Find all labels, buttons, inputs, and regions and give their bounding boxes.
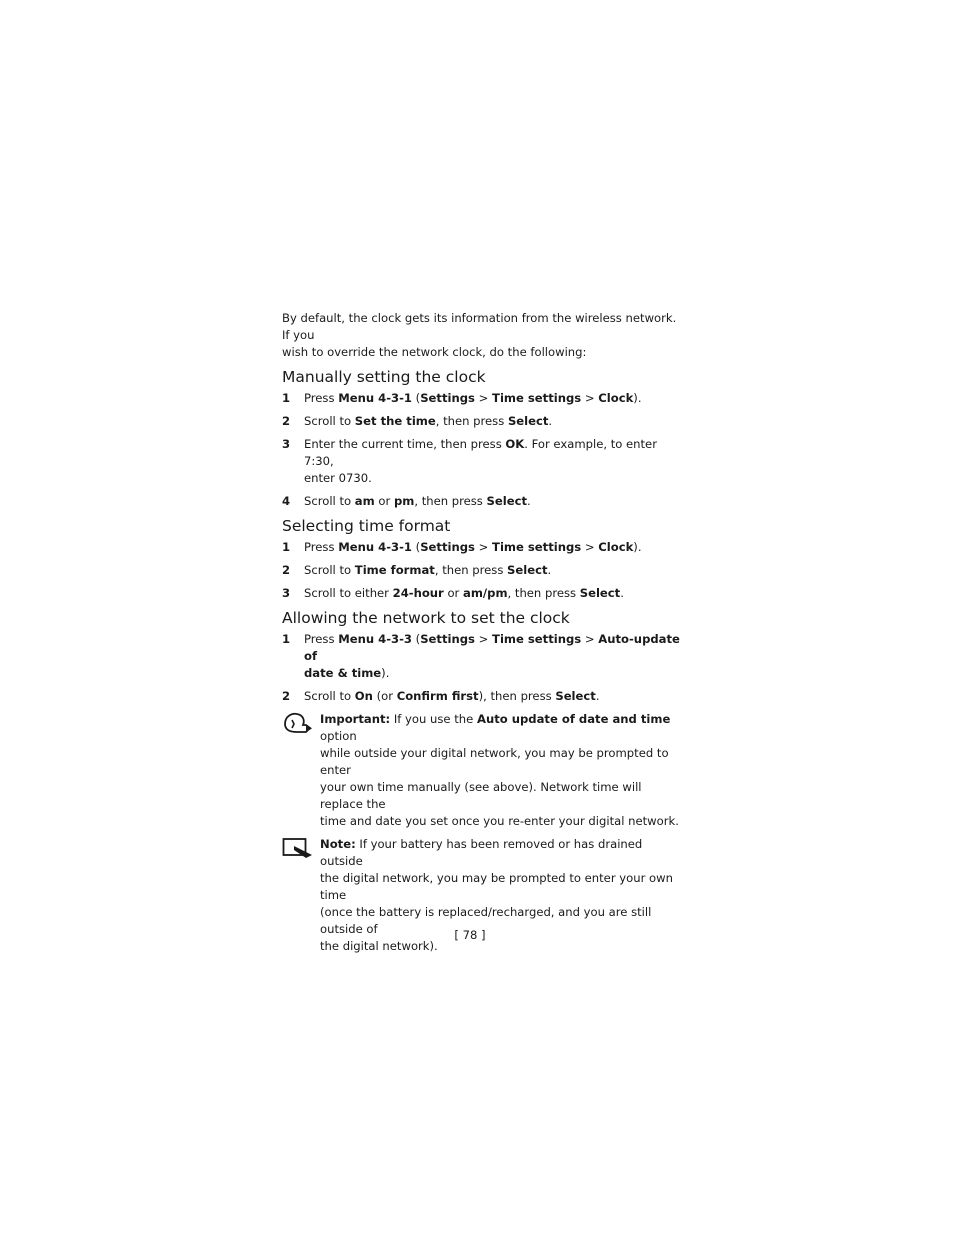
note-pencil-icon — [282, 836, 314, 862]
page-content — [282, 310, 682, 961]
step-3: 3 Enter the current time, then press OK. For example, to enter 7:30, enter 0730. — [282, 437, 657, 485]
step-3: 3 Scroll to either 24-hour or am/pm, then press Select. — [282, 586, 624, 600]
step-2: 2 Scroll to On (or Confirm first), then press Select. — [282, 689, 600, 703]
step-2: 2 Scroll to Set the time, then press Select. — [282, 414, 553, 428]
section-heading-time-format: Selecting time format — [282, 517, 451, 535]
important-callout: Important: If you use the Auto update of date and time option while outside your digital network, you may be prompted to enter your own time manually (see above). Network time will replace the time and date you set once you re-enter your digital network. — [282, 711, 682, 830]
section-heading-network-clock: Allowing the network to set the clock — [282, 609, 570, 627]
step-1: 1 Press Menu 4-3-1 (Settings > Time settings > Clock). — [282, 391, 642, 405]
step-1: 1 Press Menu 4-3-1 (Settings > Time settings > Clock). — [282, 540, 642, 554]
note-callout: Note: If your battery has been removed or has drained outside the digital network, you may be prompted to enter your own time (once the battery is replaced/recharged, and you are still outside of the digital network). — [282, 836, 682, 955]
page-number: [ 78 ] — [454, 928, 486, 942]
section-heading-manual-clock: Manually setting the clock — [282, 368, 486, 386]
important-hand-icon — [282, 711, 314, 737]
step-4: 4 Scroll to am or pm, then press Select. — [282, 494, 531, 508]
intro-paragraph: By default, the clock gets its information from the wireless network. If you wish to override the network clock, do the following: — [282, 311, 677, 359]
step-1: 1 Press Menu 4-3-3 (Settings > Time settings > Auto-update of date & time). — [282, 632, 680, 680]
step-2: 2 Scroll to Time format, then press Select. — [282, 563, 552, 577]
